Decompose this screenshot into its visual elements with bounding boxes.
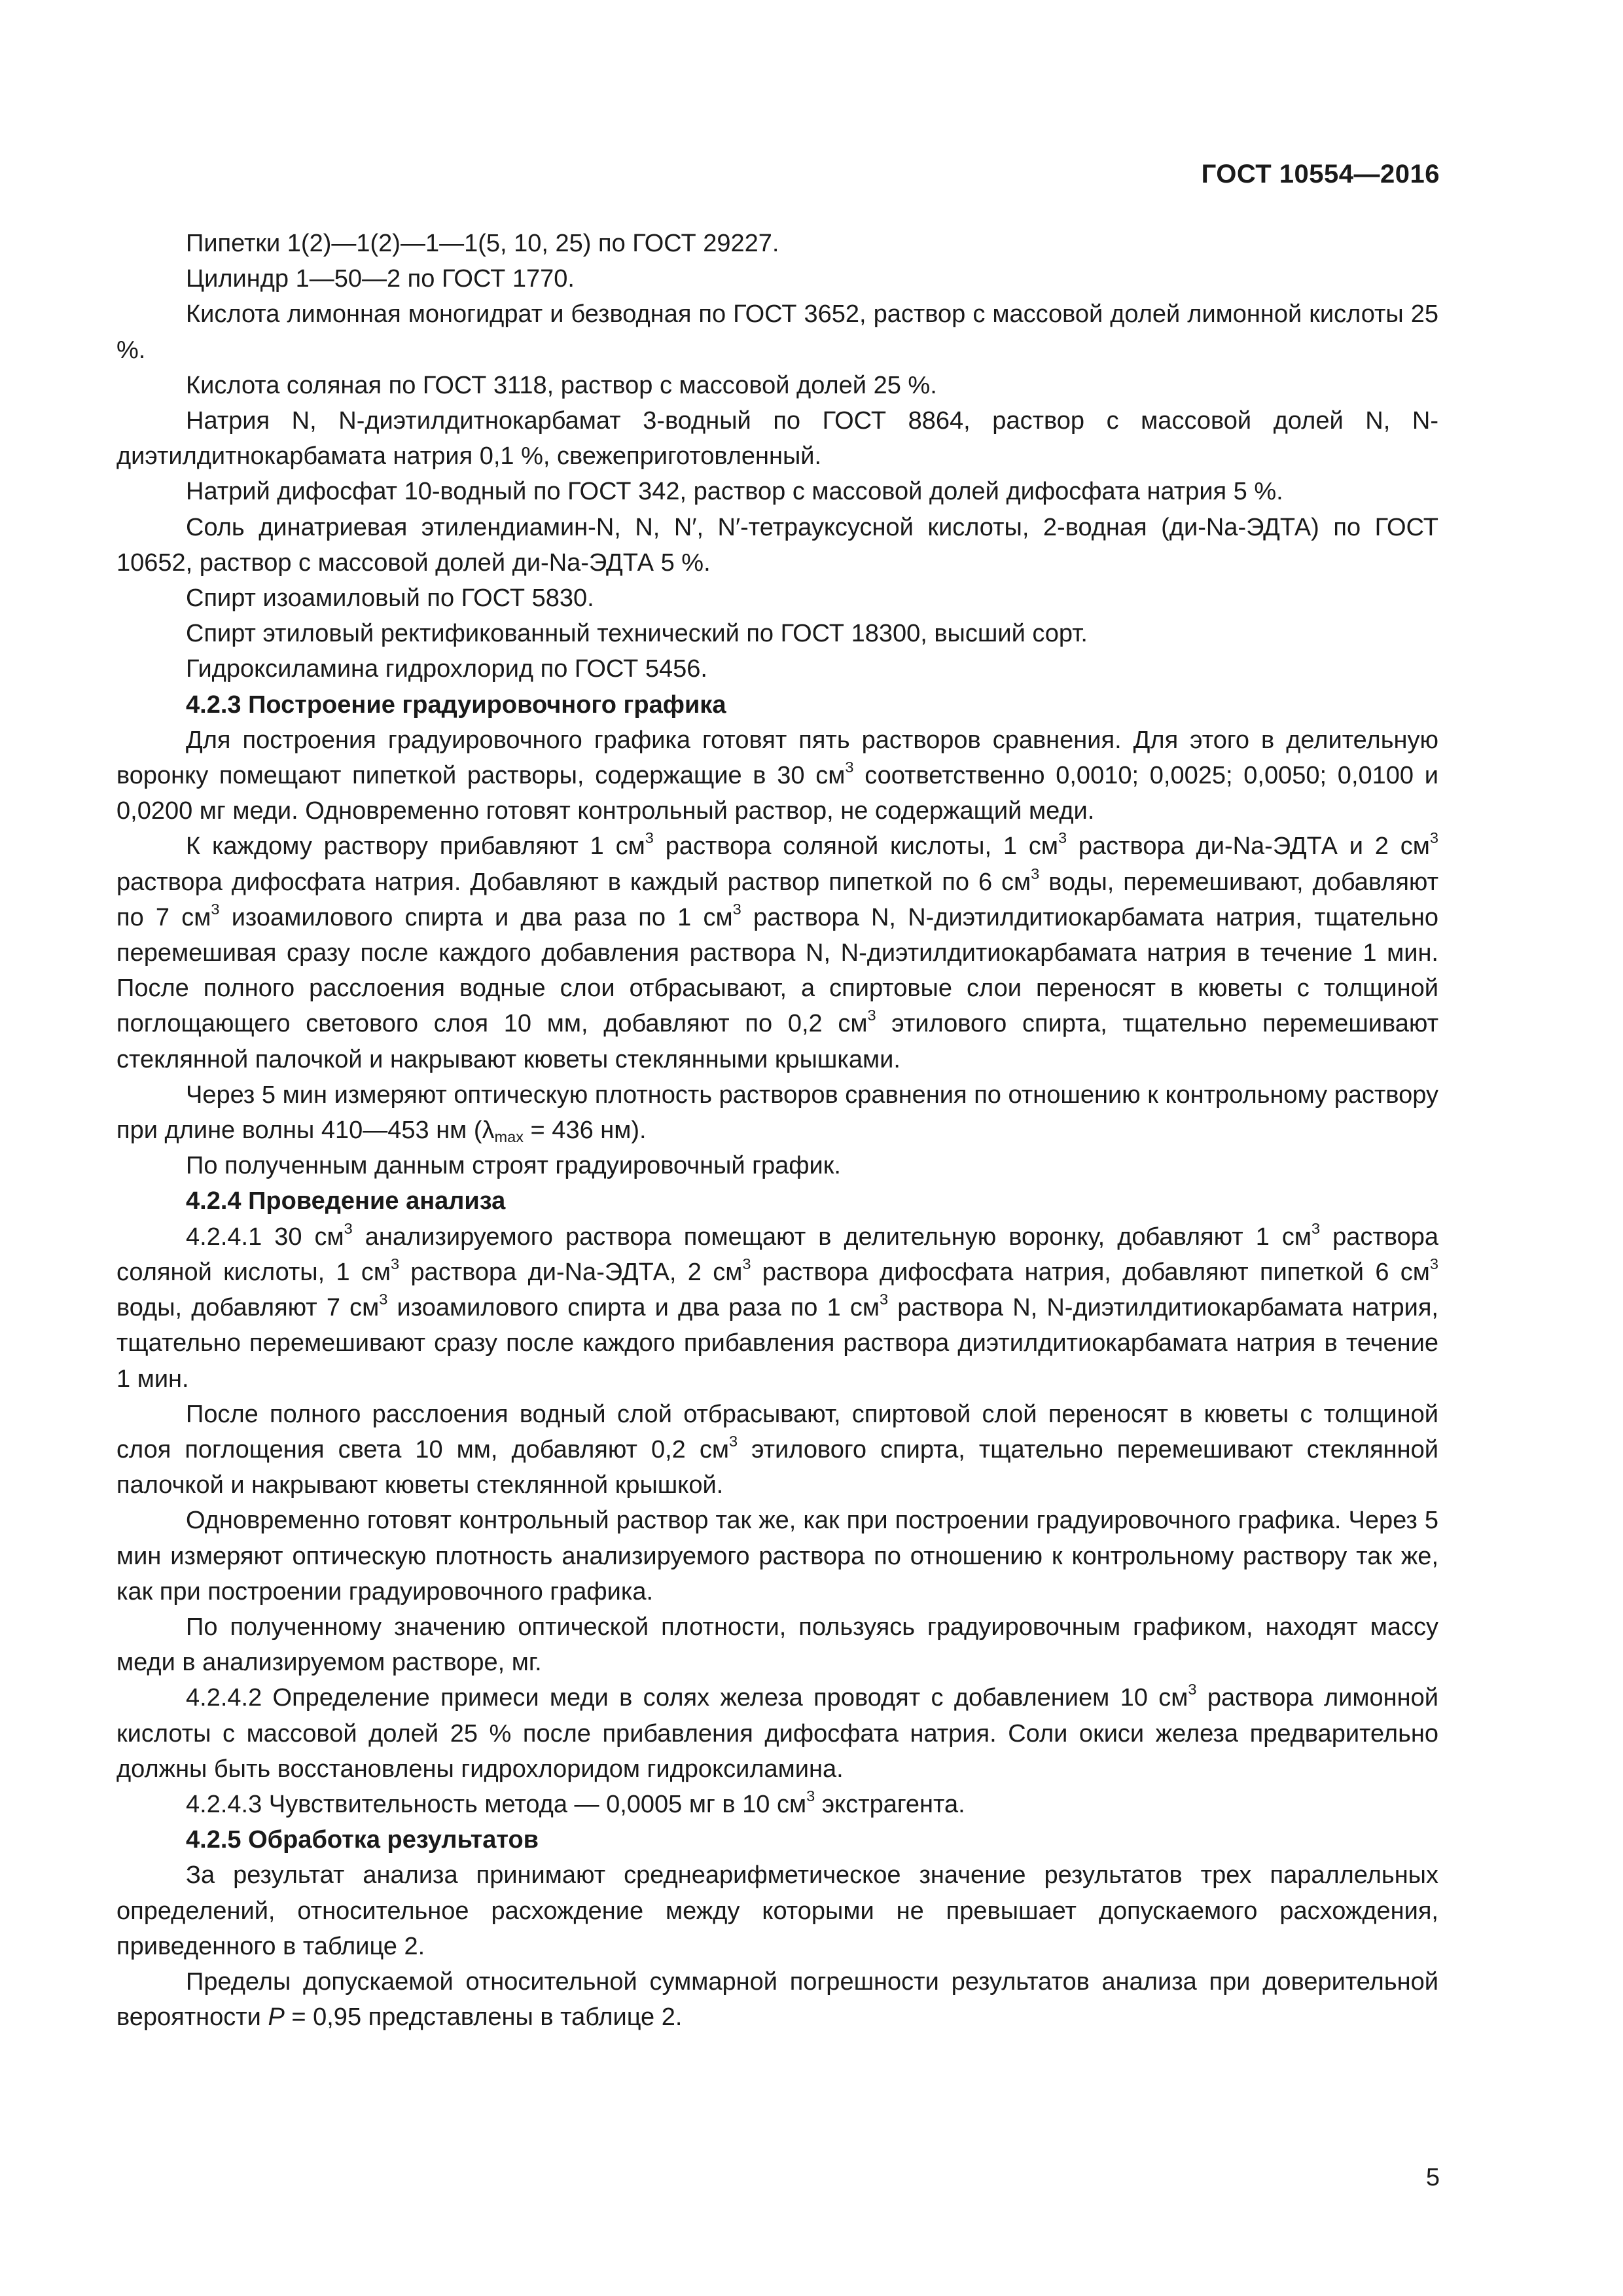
body-paragraph: Пределы допускаемой относительной суммарной погрешности результатов анализа при доверительной вероятности P = 0,95 представлены в таблице 2. — [116, 1967, 1438, 2032]
body-paragraph: Через 5 мин измеряют оптическую плотность растворов сравнения по отношению к контрольному раствору при длине волны 410—453 нм ($\lambda_{max} = 436$ нм). — [116, 1081, 1438, 1145]
body-paragraph: 4.2.4.2 Определение примеси меди в солях железа проводят с добавлением 10 $см^3$ раствора лимонной кислоты с массовой долей 25 % после прибавления дифосфата натрия. Соли окиси железа предварительно должны быть восстановлены гидрохлоридом гидроксиламина. — [116, 1681, 1438, 1783]
body-paragraph: Гидроксиламина гидрохлорид по ГОСТ 5456. — [186, 655, 707, 683]
body-paragraph: 4.2.4.1 30 $см^3$ анализируемого раствора помещают в делительную воронку, добавляют 1 $см^3$ раствора соляной кислоты, 1 $см^3$ раствора ди-Na-ЭДТА, 2 $см^3$ раствора дифосфата натрия, добавляют пипеткой 6 $см^3$ воды, добавляют 7 $см^3$ изоамилового спирта и два раза по 1 $см^3$ раствора N, N-диэтилдитиокарбамата натрия, тщательно перемешивают сразу после каждого прибавления раствора диэтилдитиокарбамата натрия в течение 1 мин. — [116, 1219, 1438, 1393]
document-header: ГОСТ 10554—2016 — [1201, 160, 1440, 188]
body-paragraph: Одновременно готовят контрольный раствор так же, как при построении градуировочного графика. Через 5 мин измеряют оптическую плотность анализируемого раствора по отношению к контрольному раствору так же, как при построении градуировочного графика. — [116, 1507, 1438, 1605]
section-heading: 4.2.4 Проведение анализа — [186, 1187, 506, 1215]
body-paragraph: Натрий дифосфат 10-водный по ГОСТ 342, раствор с массовой долей дифосфата натрия 5 %. — [186, 478, 1283, 506]
document-body — [116, 226, 1438, 2035]
body-paragraph: Натрия N, N-диэтилдитнокарбамат 3-водный по ГОСТ 8864, раствор с массовой долей N, N-диэтилдитнокарбамата натрия 0,1 %, свежеприготовленный. — [116, 407, 1438, 471]
body-paragraph: По полученным данным строят градуировочный график. — [186, 1152, 841, 1180]
section-heading: 4.2.5 Обработка результатов — [186, 1826, 539, 1854]
page-number: 5 — [1425, 2164, 1440, 2191]
body-paragraph: К каждому раствору прибавляют 1 $см^3$ раствора соляной кислоты, 1 $см^3$ раствора ди-Na-ЭДТА и 2 $см^3$ раствора дифосфата натрия. Добавляют в каждый раствор пипеткой по 6 $см^3$ воды, перемешивают, добавляют по 7 $см^3$ изоамилового спирта и два раза по 1 $см^3$ раствора N, N-диэтилдитиокарбамата натрия, тщательно перемешивая сразу после каждого добавления раствора N, N-диэтилдитиокарбамата натрия в течение 1 мин. После полного расслоения водные слои отбрасывают, а спиртовые слои переносят в кюветы с толщиной поглощающего светового слоя 10 мм, добавляют по 0,2 $см^3$ этилового спирта, тщательно перемешивают стеклянной палочкой и накрывают кюветы стеклянными крышками. — [116, 829, 1438, 1073]
body-paragraph: Кислота соляная по ГОСТ 3118, раствор с массовой долей 25 %. — [186, 371, 937, 399]
body-paragraph: Спирт этиловый ректификованный технический по ГОСТ 18300, высший сорт. — [186, 620, 1088, 648]
body-paragraph: Спирт изоамиловый по ГОСТ 5830. — [186, 584, 594, 613]
body-paragraph: Для построения градуировочного графика готовят пять растворов сравнения. Для этого в делительную воронку помещают пипеткой растворы, содержащие в 30 $см^3$ соответственно 0,0010; 0,0025; 0,0050; 0,0100 и 0,0200 мг меди. Одновременно готовят контрольный раствор, не содержащий меди. — [116, 726, 1438, 825]
body-paragraph: После полного расслоения водный слой отбрасывают, спиртовой слой переносят в кюветы с толщиной слоя поглощения света 10 мм, добавляют 0,2 $см^3$ этилового спирта, тщательно перемешивают стеклянной палочкой и накрывают кюветы стеклянной крышкой. — [116, 1400, 1438, 1499]
body-paragraph: По полученному значению оптической плотности, пользуясь градуировочным графиком, находят массу меди в анализируемом растворе, мг. — [116, 1613, 1438, 1677]
body-paragraph: Пипетки 1(2)—1(2)—1—1(5, 10, 25) по ГОСТ 29227. — [186, 230, 779, 257]
section-heading: 4.2.3 Построение градуировочного графика — [186, 691, 726, 719]
body-paragraph: За результат анализа принимают среднеарифметическое значение результатов трех параллельных определений, относительное расхождение между которыми не превышает допускаемого расхождения, приведенного в таблице 2. — [116, 1861, 1438, 1960]
body-paragraph: 4.2.4.3 Чувствительность метода — 0,0005 мг в 10 $см^3$ экстрагента. — [186, 1787, 965, 1818]
body-paragraph: Кислота лимонная моногидрат и безводная по ГОСТ 3652, раствор с массовой долей лимонной кислоты 25 %. — [116, 300, 1438, 364]
body-paragraph: Соль динатриевая этилендиамин-N, N, N′, N′-тетрауксусной кислоты, 2-водная (ди-Na-ЭДТА) по ГОСТ 10652, раствор с массовой долей ди-Na-ЭДТА 5 %. — [116, 513, 1438, 577]
body-paragraph: Цилиндр 1—50—2 по ГОСТ 1770. — [186, 265, 575, 293]
